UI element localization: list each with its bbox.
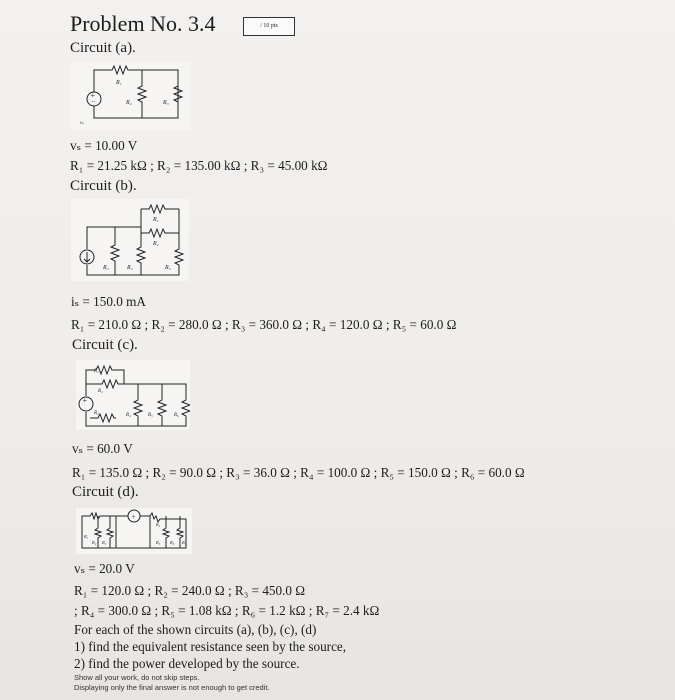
svg-text:R₄: R₄ <box>156 522 161 527</box>
svg-text:R₄: R₄ <box>126 413 131 418</box>
svg-text:R₁: R₁ <box>84 534 89 539</box>
circuit-a-source: vₛ = 10.00 V <box>70 138 138 153</box>
circuit-a-heading: Circuit (a). <box>70 40 136 56</box>
svg-text:R₂: R₂ <box>126 100 132 106</box>
svg-text:+: + <box>90 91 96 100</box>
points-box[interactable]: / 10 pts <box>243 17 295 36</box>
circuit-d-source: vₛ = 20.0 V <box>74 561 135 576</box>
circuit-d-heading: Circuit (d). <box>72 484 139 500</box>
svg-text:R₂: R₂ <box>92 540 97 545</box>
svg-text:R₄: R₄ <box>127 265 133 271</box>
instructions-intro: For each of the shown circuits (a), (b), (c), (d) <box>74 622 317 637</box>
svg-text:R₁: R₁ <box>94 369 99 374</box>
svg-text:vₛ: vₛ <box>80 121 84 126</box>
problem-title: Problem No. 3.4 <box>70 11 216 36</box>
circuit-b-source: iₛ = 150.0 mA <box>71 294 146 309</box>
svg-text:+: + <box>131 513 136 521</box>
instructions-note-1: Show all your work, do not skip steps. <box>74 673 200 682</box>
svg-text:−: − <box>91 98 96 106</box>
circuit-c-resistors: R₁ = 135.0 Ω ; R₂ = 90.0 Ω ; R₃ = 36.0 Ω ; R₄ = 100.0 Ω ; R₅ = 150.0 Ω ; R₆ = 60.0 Ω <box>72 465 525 480</box>
instructions-note-2: Displaying only the final answer is not enough to get credit. <box>74 683 270 692</box>
svg-text:R₆: R₆ <box>170 540 175 545</box>
circuit-d-resistors-2: ; R₄ = 300.0 Ω ; R₅ = 1.08 kΩ ; R₆ = 1.2 kΩ ; R₇ = 2.4 kΩ <box>74 603 380 618</box>
svg-text:R₅: R₅ <box>148 413 153 418</box>
svg-text:+: + <box>82 396 88 405</box>
svg-text:R₂: R₂ <box>153 241 159 247</box>
svg-text:R₇: R₇ <box>182 540 187 545</box>
svg-text:R₂: R₂ <box>98 389 103 394</box>
circuit-a-diagram <box>70 62 190 130</box>
svg-text:R₃: R₃ <box>163 100 169 106</box>
svg-text:R₁: R₁ <box>116 80 122 86</box>
svg-text:R₁: R₁ <box>153 217 159 223</box>
circuit-a-resistors: R₁ = 21.25 kΩ ; R₂ = 135.00 kΩ ; R₃ = 45.00 kΩ <box>70 158 328 173</box>
instructions-task-1: 1) find the equivalent resistance seen by the source, <box>74 639 347 654</box>
svg-text:R₃: R₃ <box>103 265 109 271</box>
circuit-b-resistors: R₁ = 210.0 Ω ; R₂ = 280.0 Ω ; R₃ = 360.0 Ω ; R₄ = 120.0 Ω ; R₅ = 60.0 Ω <box>71 317 457 332</box>
circuit-c-heading: Circuit (c). <box>72 337 138 353</box>
circuit-b-diagram <box>71 199 189 281</box>
svg-text:R₅: R₅ <box>165 265 171 271</box>
svg-text:R₅: R₅ <box>156 540 161 545</box>
svg-text:R₆: R₆ <box>174 413 179 418</box>
circuit-b-heading: Circuit (b). <box>70 178 137 194</box>
circuit-c-source: vₛ = 60.0 V <box>72 441 133 456</box>
circuit-d-resistors-1: R₁ = 120.0 Ω ; R₂ = 240.0 Ω ; R₃ = 450.0 Ω <box>74 583 306 598</box>
circuit-c-diagram <box>76 360 190 430</box>
svg-text:R₃: R₃ <box>94 411 99 416</box>
circuit-d-diagram <box>76 508 192 554</box>
instructions-task-2: 2) find the power developed by the source. <box>74 656 300 671</box>
svg-text:R₃: R₃ <box>102 540 107 545</box>
